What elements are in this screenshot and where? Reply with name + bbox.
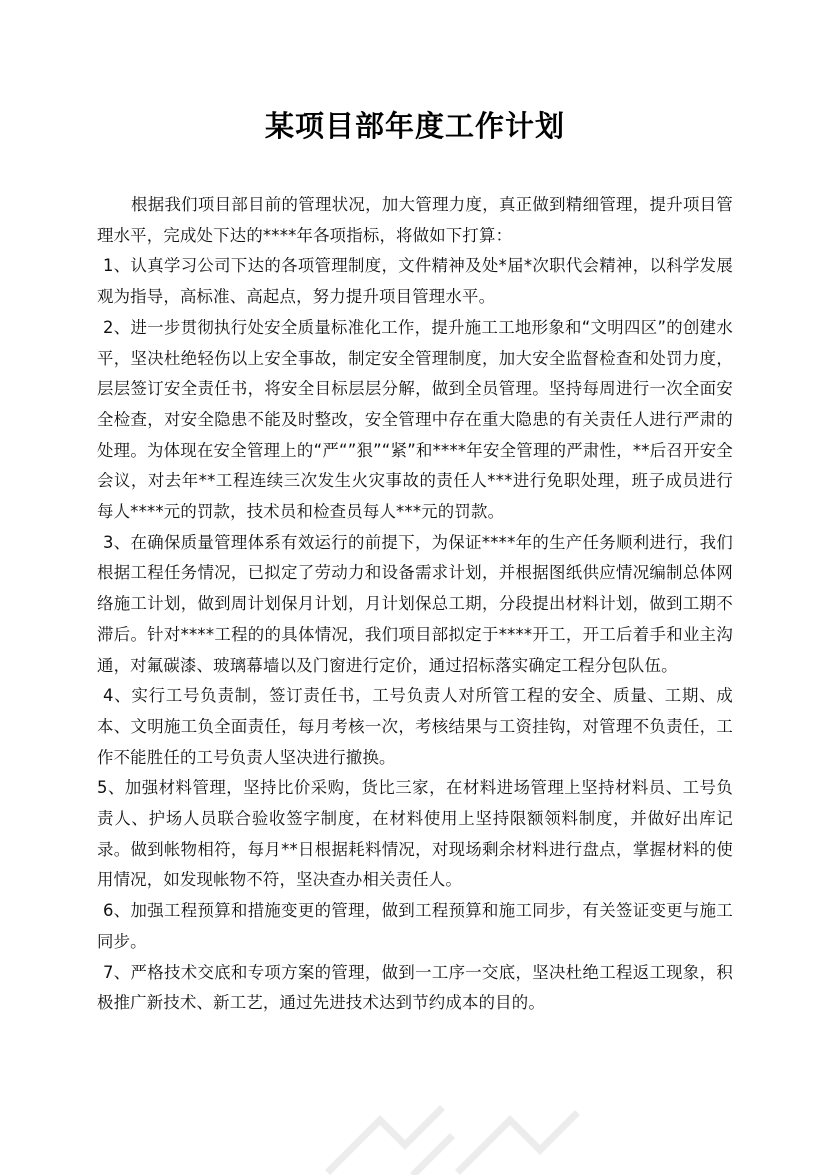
list-item: 1、认真学习公司下达的各项管理制度，文件精神及处*届*次职代会精神，以科学发展观为指导，高标准、高起点，努力提升项目管理水平。 xyxy=(97,256,733,307)
list-item: 6、加强工程预算和措施变更的管理，做到工程预算和施工同步，有关签证变更与施工同步。 xyxy=(97,901,733,951)
watermark-stroke xyxy=(330,1110,440,1170)
watermark-graphic xyxy=(310,1075,590,1175)
list-item: 4、实行工号负责制，签订责任书，工号负责人对所管工程的安全、质量、工期、成本、文明施工负全面责任，每月考核一次，考核结果与工资挂钩，对管理不负责任，工作不能胜任的工号负责人坚决进行撤换。 xyxy=(97,686,733,767)
intro-paragraph: 根据我们项目部目前的管理状况，加大管理力度，真正做到精细管理，提升项目管理水平，完成处下达的****年各项指标，将做如下打算： xyxy=(97,195,733,245)
list-item: 2、进一步贯彻执行处安全质量标准化工作，提升施工工地形象和“文明四区”的创建水平，坚决杜绝轻伤以上安全事故，制定安全管理制度，加大安全监督检查和处罚力度，层层签订安全责任书，将安全目标层层分解，做到全员管理。坚持每周进行一次全面安全检查，对安全隐患不能及时整改，安全管理中存在重大隐患的有关责任人进行严肃的处理。为体现在安全管理上的“严“”狠”“紧”和****年安全管理的严肃性，**后召开安全会议，对去年**工程连续三次发生火灾事故的责任人***进行免职处理，班子成员进行每人****元的罚款，技术员和检查员每人***元的罚款。 xyxy=(97,317,733,522)
document-title: 某项目部年度工作计划 xyxy=(264,109,565,143)
list-item: 3、在确保质量管理体系有效运行的前提下，为保证****年的生产任务顺利进行，我们根据工程任务情况，已拟定了劳动力和设备需求计划，并根据图纸供应情况编制总体网络施工计划，做到周计划保月计划，月计划保总工期，分段提出材料计划，做到工期不滞后。针对****工程的的具体情况，我们项目部拟定于****开工，开工后着手和业主沟通，对氟碳漆、玻璃幕墙以及门窗进行定价，通过招标落实确定工程分包队伍。 xyxy=(97,532,733,675)
document-body xyxy=(97,190,733,1019)
list-item: 7、严格技术交底和专项方案的管理，做到一工序一交底，坚决杜绝工程返工现象，积极推广新技术、新工艺，通过先进技术达到节约成本的目的。 xyxy=(97,962,733,1013)
list-item: 5、加强材料管理，坚持比价采购，货比三家，在材料进场管理上坚持材料员、工号负责人、护场人员联合验收签字制度，在材料使用上坚持限额领料制度，并做好出库记录。做到帐物相符，每月**日根据耗料情况，对现场剩余材料进行盘点，掌握材料的使用情况，如发现帐物不符，坚决查办相关责任人。 xyxy=(97,778,733,890)
watermark-stroke xyxy=(460,1115,575,1170)
watermark-stroke xyxy=(415,1138,450,1173)
